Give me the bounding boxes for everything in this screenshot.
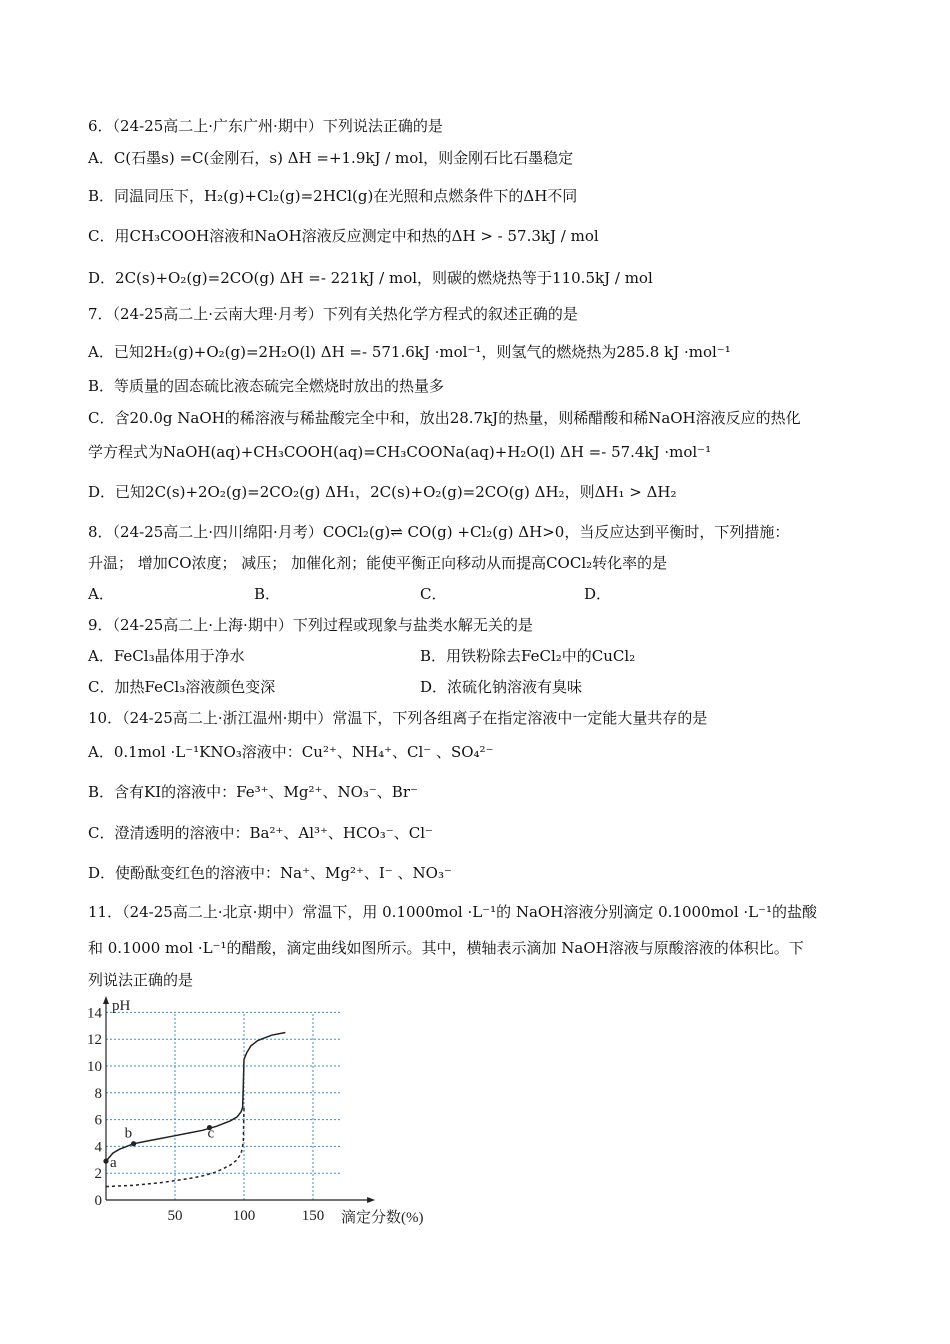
x-tick-label: 100 <box>232 1208 256 1224</box>
y-tick-label: 6 <box>94 1112 102 1129</box>
q10-option-d: D．使酚酞变红色的溶液中：Na⁺、Mg²⁺、I⁻ 、NO₃⁻ <box>88 864 452 882</box>
y-tick-label: 10 <box>87 1059 102 1075</box>
data-point-label: c <box>207 1125 215 1142</box>
q10-option-b: B．含有KI的溶液中：Fe³⁺、Mg²⁺、NO₃⁻、Br⁻ <box>88 783 418 801</box>
x-axis-arrow <box>367 1197 375 1203</box>
q7-option-c-line2: 学方程式为NaOH(aq)+CH₃COOH(aq)=CH₃COONa(aq)+H₂O(l) ΔH =- 57.4kJ ·mol⁻¹ <box>88 443 712 461</box>
q6-option-c: C．用CH₃COOH溶液和NaOH溶液反应测定中和热的ΔH > - 57.3kJ / mol <box>88 227 599 245</box>
q9-option-d: D．浓硫化钠溶液有臭味 <box>420 678 583 696</box>
y-tick-label: 2 <box>94 1166 102 1183</box>
x-tick-label: 150 <box>301 1208 325 1224</box>
titration-curve-chart <box>84 992 444 1232</box>
q7-option-b: B．等质量的固态硫比液态硫完全燃烧时放出的热量多 <box>88 377 445 395</box>
y-tick-label: 14 <box>87 1005 102 1022</box>
q10-option-a: A．0.1mol ·L⁻¹KNO₃溶液中：Cu²⁺、NH₄⁺、Cl⁻ 、SO₄²⁻ <box>88 743 494 761</box>
q10-option-c: C．澄清透明的溶液中：Ba²⁺、Al³⁺、HCO₃⁻、Cl⁻ <box>88 824 433 842</box>
q11-stem-line1: 11．（24-25高二上·北京·期中）常温下，用 0.1000mol ·L⁻¹的 NaOH溶液分别滴定 0.1000mol ·L⁻¹的盐酸 <box>88 903 818 921</box>
q7-stem: 7．（24-25高二上·云南大理·月考）下列有关热化学方程式的叙述正确的是 <box>88 305 578 323</box>
y-tick-label: 0 <box>94 1193 102 1209</box>
q6-option-d: D．2C(s)+O₂(g)=2CO(g) ΔH =- 221kJ / mol，则碳的燃烧热等于110.5kJ / mol <box>88 269 653 287</box>
data-point-a <box>103 1159 108 1164</box>
data-point-b <box>131 1141 136 1146</box>
x-tick-label: 50 <box>167 1208 183 1224</box>
q8-measures: 升温； 增加CO浓度； 减压； 加催化剂；能使平衡正向移动从而提高COCl₂转化率的是 <box>88 554 668 572</box>
q8-option-d: D． <box>584 585 612 603</box>
q7-option-c-line1: C．含20.0g NaOH的稀溶液与稀盐酸完全中和，放出28.7kJ的热量，则稀醋酸和稀NaOH溶液反应的热化 <box>88 409 801 427</box>
q9-option-a: A．FeCl₃晶体用于净水 <box>88 647 245 665</box>
x-axis-label: 滴定分数(%) <box>341 1210 424 1226</box>
q8-option-b: B． <box>254 585 281 603</box>
y-tick-label: 8 <box>94 1085 102 1102</box>
y-axis-label: pH <box>112 998 131 1014</box>
data-point-label: b <box>124 1125 133 1142</box>
q9-option-b: B．用铁粉除去FeCl₂中的CuCl₂ <box>420 647 636 665</box>
q7-option-d: D．已知2C(s)+2O₂(g)=2CO₂(g) ΔH₁，2C(s)+O₂(g)=2CO(g) ΔH₂，则ΔH₁ > ΔH₂ <box>88 483 677 501</box>
q6-stem: 6．（24-25高二上·广东广州·期中）下列说法正确的是 <box>88 117 443 135</box>
q6-option-a: A．C(石墨s) =C(金刚石，s) ΔH =+1.9kJ / mol，则金刚石比石墨稳定 <box>88 149 574 167</box>
q9-stem: 9．（24-25高二上·上海·期中）下列过程或现象与盐类水解无关的是 <box>88 616 533 634</box>
q9-option-c: C．加热FeCl₃溶液颜色变深 <box>88 678 276 696</box>
q11-stem-line2: 和 0.1000 mol ·L⁻¹的醋酸，滴定曲线如图所示。其中，横轴表示滴加 NaOH溶液与原酸溶液的体积比。下 <box>88 939 804 957</box>
q11-stem-line3: 列说法正确的是 <box>88 971 194 989</box>
q6-option-b: B．同温同压下，H₂(g)+Cl₂(g)=2HCl(g)在光照和点燃条件下的ΔH不同 <box>88 187 578 205</box>
q7-option-a: A．已知2H₂(g)+O₂(g)=2H₂O(l) ΔH =- 571.6kJ ·mol⁻¹，则氢气的燃烧热为285.8 kJ ·mol⁻¹ <box>88 343 731 361</box>
data-point-label: a <box>110 1155 117 1172</box>
y-axis-arrow <box>103 996 109 1004</box>
q8-stem: 8．（24-25高二上·四川绵阳·月考）COCl₂(g)⇌ CO(g) +Cl₂(g) ΔH>0，当反应达到平衡时，下列措施： <box>88 523 790 541</box>
q8-option-a: A． <box>88 585 114 603</box>
q8-option-c: C． <box>420 585 447 603</box>
y-tick-label: 12 <box>87 1032 102 1049</box>
q10-stem: 10．（24-25高二上·浙江温州·期中）常温下，下列各组离子在指定溶液中一定能大量共存的是 <box>88 709 708 727</box>
y-tick-label: 4 <box>94 1139 102 1156</box>
